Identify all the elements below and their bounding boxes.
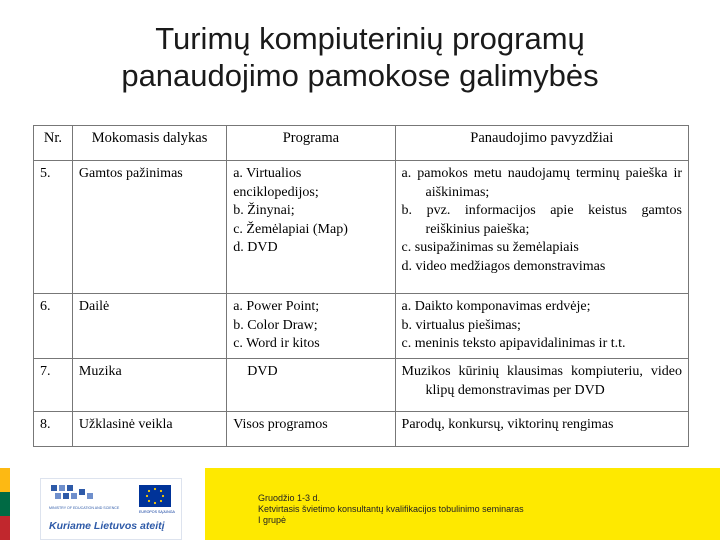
program-item: c. Žemėlapiai (Map) xyxy=(233,221,348,237)
flag-stripe-red xyxy=(0,516,10,540)
example-item: b. virtualus piešimas; xyxy=(401,317,521,333)
program-item: a. Virtualios enciklopedijos; xyxy=(233,166,319,200)
cell-subject: Muzika xyxy=(72,359,226,412)
table-row xyxy=(34,359,689,412)
example-item: c. susipažinimas su žemėlapiais xyxy=(401,240,579,255)
cell-subject: Užklasinė veikla xyxy=(72,412,226,447)
header-nr: Nr. xyxy=(34,126,73,161)
example-item: Muzikos kūrinių klausimas kompiuteriu, video klipų demonstravimas per DVD xyxy=(401,364,682,398)
example-item: c. meninis teksto apipavidalinimas ir t.t. xyxy=(401,336,626,351)
cell-examples: Parodų, konkursų, viktorinų rengimas xyxy=(395,412,688,447)
cell-program: Visos programos xyxy=(227,412,395,447)
header-subject: Mokomasis dalykas xyxy=(72,126,226,161)
logo-graphic xyxy=(41,479,181,539)
table-row xyxy=(34,412,689,447)
header-examples: Panaudojimo pavyzdžiai xyxy=(395,126,688,161)
cell-examples xyxy=(395,359,688,412)
footer-date: Gruodžio 1-3 d. xyxy=(258,493,321,503)
table-header-row xyxy=(34,126,689,161)
sponsor-logo xyxy=(40,478,182,540)
example-item: a. pamokos metu naudojamų terminų paieška ir aiškinimas; xyxy=(401,166,682,200)
ministry-logo-icon xyxy=(51,485,93,499)
footer-seminar: Ketvirtasis švietimo konsultantų kvalifikacijos tobulinimo seminaras xyxy=(258,504,524,514)
cell-examples xyxy=(395,161,688,294)
example-item: d. video medžiagos demonstravimas xyxy=(401,258,606,274)
program-item: a. Power Point; xyxy=(233,299,320,314)
slide-title-line1: Turimų kompiuterinių programų xyxy=(155,21,585,56)
flag-stripe-green xyxy=(0,492,10,516)
program-item: DVD xyxy=(247,364,278,379)
cell-nr: 6. xyxy=(34,294,73,359)
table-row xyxy=(34,294,689,359)
cell-examples xyxy=(395,294,688,359)
eu-flag-icon xyxy=(139,485,171,507)
programs-table xyxy=(33,125,689,447)
cell-subject: Gamtos pažinimas xyxy=(72,161,226,294)
program-item: b. Color Draw; xyxy=(233,317,318,333)
cell-subject: Dailė xyxy=(72,294,226,359)
cell-program xyxy=(227,161,395,294)
cell-nr: 5. xyxy=(34,161,73,294)
footer-group: I grupė xyxy=(258,515,287,525)
example-item: a. Daikto komponavimas erdvėje; xyxy=(401,299,591,314)
program-item: b. Žinynai; xyxy=(233,203,295,218)
flag-stripe-yellow xyxy=(0,468,10,492)
program-item: c. Word ir kitos xyxy=(233,336,320,351)
program-item: d. DVD xyxy=(233,240,278,255)
header-program: Programa xyxy=(227,126,395,161)
logo-slogan: Kuriame Lietuvos ateitį xyxy=(49,520,165,532)
slide-title-line2: panaudojimo pamokose galimybės xyxy=(121,58,599,93)
example-item: b. pvz. informacijos apie keistus gamtos reiškinius paieška; xyxy=(401,203,682,237)
eu-label: EUROPOS SĄJUNGA xyxy=(139,510,175,514)
ministry-text: MINISTRY OF EDUCATION AND SCIENCE xyxy=(49,506,120,510)
slide-title xyxy=(0,20,720,94)
table-row xyxy=(34,161,689,294)
cell-program xyxy=(227,294,395,359)
cell-nr: 7. xyxy=(34,359,73,412)
cell-nr: 8. xyxy=(34,412,73,447)
footer-text xyxy=(258,493,524,526)
cell-program xyxy=(227,359,395,412)
